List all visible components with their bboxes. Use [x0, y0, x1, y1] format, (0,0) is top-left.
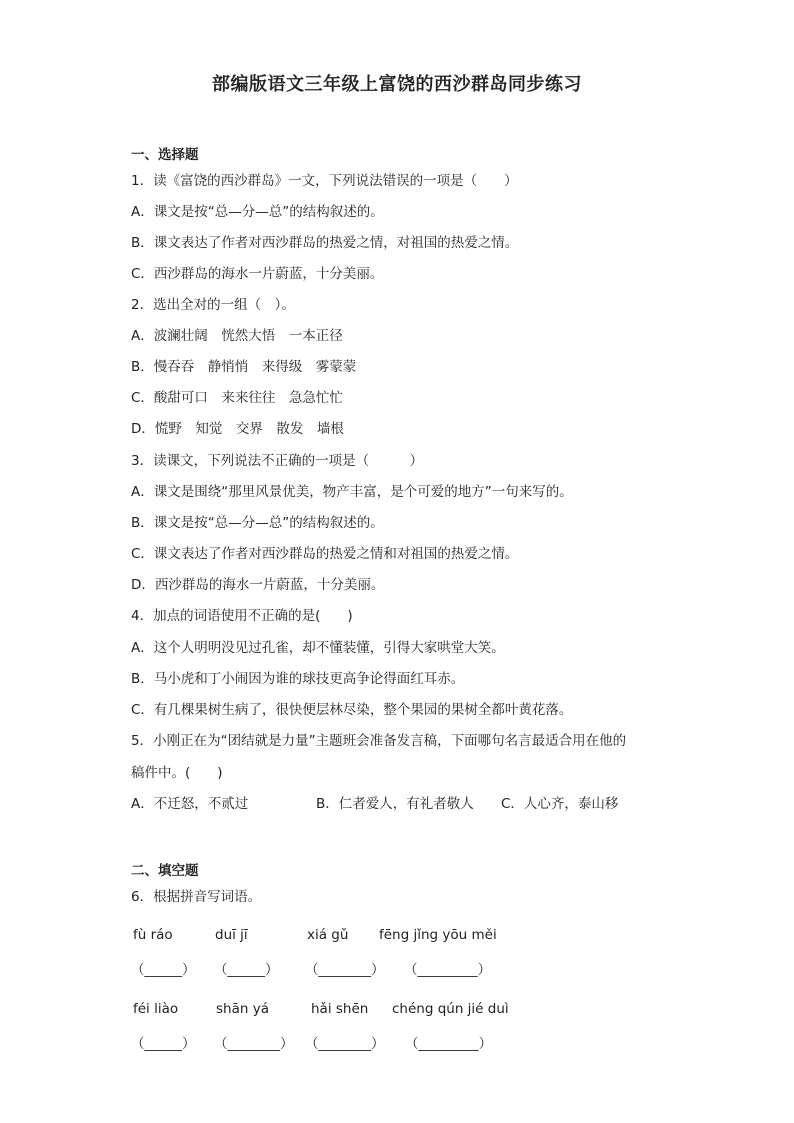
section-heading-choice: 一、选择题: [131, 147, 199, 163]
question-1-stem: 1．读《富饶的西沙群岛》一文，下列说法错误的一项是（ ）: [131, 173, 518, 189]
pinyin-cheng-qun-jie-dui: chéng qún jié duì: [392, 1001, 509, 1017]
question-2-option-a: A．波澜壮阔 恍然大悟 一本正径: [131, 328, 343, 344]
question-5-option-a: A．不迁怒，不贰过: [131, 796, 249, 812]
question-3-option-a: A．课文是围绕“那里风景优美，物产丰富，是个可爱的地方”一句来写的。: [131, 484, 573, 500]
question-5-options: [131, 795, 651, 813]
question-5-stem-line-2: 稿件中。( ): [131, 765, 223, 781]
pinyin-xia-gu: xiá gǔ: [307, 927, 349, 943]
question-4-option-a: A．这个人明明没见过孔雀，却不懂装懂，引得大家哄堂大笑。: [131, 640, 505, 656]
pinyin-feng-jing-you-mei: fēng jǐng yōu měi: [379, 927, 497, 943]
answer-blank[interactable]: （________）: [404, 962, 492, 977]
pinyin-dui-ji: duī jī: [215, 927, 248, 943]
question-3-option-d: D．西沙群岛的海水一片蔚蓝，十分美丽。: [131, 577, 385, 593]
question-6-stem: 6．根据拼音写词语。: [131, 889, 262, 905]
question-2-stem: 2．选出全对的一组（ ）。: [131, 297, 295, 313]
question-1-option-a: A．课文是按“总—分—总”的结构叙述的。: [131, 204, 384, 220]
page-title: 部编版语文三年级上富饶的西沙群岛同步练习: [212, 74, 582, 95]
question-1-option-b: B．课文表达了作者对西沙群岛的热爱之情，对祖国的热爱之情。: [131, 235, 519, 251]
question-5-option-c: C．人心齐，泰山移: [501, 796, 619, 812]
question-4-stem: 4．加点的词语使用不正确的是( ): [131, 608, 353, 624]
question-3-option-b: B．课文是按“总—分—总”的结构叙述的。: [131, 515, 384, 531]
answer-blank[interactable]: （_______）: [305, 1036, 385, 1051]
pinyin-fei-liao: féi liào: [133, 1001, 179, 1017]
answer-blank[interactable]: （_____）: [131, 962, 196, 977]
question-5-stem-line-1: 5．小刚正在为“团结就是力量”主题班会准备发言稿，下面哪句名言最适合用在他的: [131, 733, 627, 749]
question-2-option-b: B．慢吞吞 静悄悄 来得级 雾蒙蒙: [131, 359, 357, 375]
answer-blank[interactable]: （________）: [405, 1036, 493, 1051]
pinyin-shan-ya: shān yá: [216, 1001, 269, 1017]
answer-blank[interactable]: （_______）: [305, 962, 385, 977]
question-3-option-c: C．课文表达了作者对西沙群岛的热爱之情和对祖国的热爱之情。: [131, 546, 519, 562]
pinyin-hai-shen: hǎi shēn: [311, 1001, 369, 1017]
section-heading-fill: 二、填空题: [131, 863, 199, 879]
question-3-stem: 3．读课文，下列说法不正确的一项是（ ）: [131, 453, 424, 469]
question-5-option-b: B．仁者爱人，有礼者敬人: [316, 796, 474, 812]
answer-blank[interactable]: （_____）: [131, 1036, 196, 1051]
pinyin-fu-rao: fù ráo: [133, 927, 173, 943]
answer-blank[interactable]: （_______）: [214, 1036, 294, 1051]
question-4-option-b: B．马小虎和丁小闹因为谁的球技更高争论得面红耳赤。: [131, 671, 465, 687]
answer-blank[interactable]: （_____）: [214, 962, 279, 977]
question-4-option-c: C．有几棵果树生病了，很快便层林尽染，整个果园的果树全都叶黄花落。: [131, 702, 573, 718]
question-2-option-d: D．慌野 知觉 交界 散发 墙根: [131, 421, 344, 437]
question-1-option-c: C．西沙群岛的海水一片蔚蓝，十分美丽。: [131, 266, 384, 282]
question-2-option-c: C．酸甜可口 来来往往 急急忙忙: [131, 390, 343, 406]
